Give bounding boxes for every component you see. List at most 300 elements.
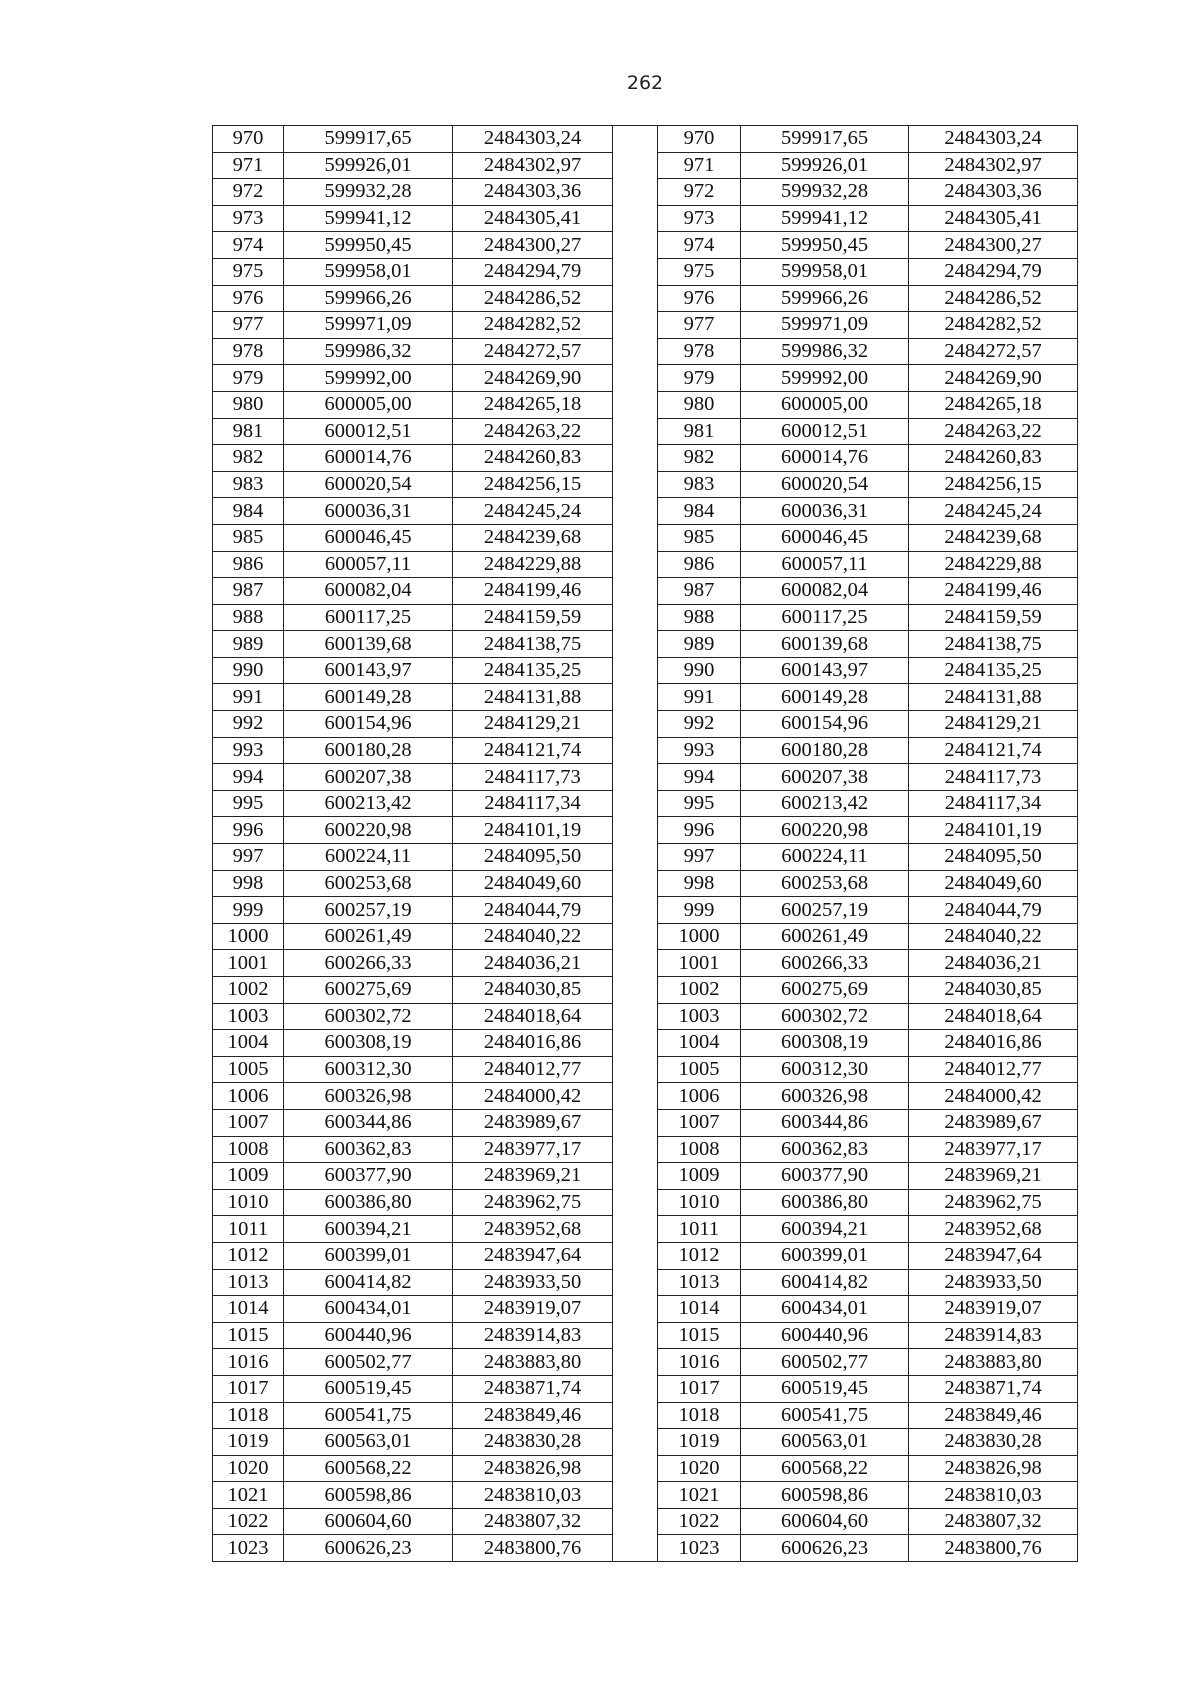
right-point-number-cell: 1022 [658, 1508, 741, 1535]
table-row [213, 1003, 1078, 1030]
left-x-coordinate-cell: 600434,01 [284, 1296, 453, 1323]
left-y-coordinate-cell: 2483800,76 [453, 1535, 613, 1562]
left-point-number-cell: 973 [213, 205, 284, 232]
right-y-coordinate-cell: 2483952,68 [909, 1216, 1078, 1243]
right-point-number-cell: 985 [658, 524, 741, 551]
table-row [213, 126, 1078, 153]
left-point-number-cell: 987 [213, 578, 284, 605]
left-y-coordinate-cell: 2484016,86 [453, 1030, 613, 1057]
left-x-coordinate-cell: 600020,54 [284, 471, 453, 498]
left-x-coordinate-cell: 600302,72 [284, 1003, 453, 1030]
right-y-coordinate-cell: 2483962,75 [909, 1189, 1078, 1216]
left-point-number-cell: 971 [213, 152, 284, 179]
table-row [213, 1296, 1078, 1323]
left-x-coordinate-cell: 599971,09 [284, 312, 453, 339]
table-row [213, 844, 1078, 871]
separator-cell [613, 418, 658, 445]
separator-cell [613, 445, 658, 472]
right-point-number-cell: 997 [658, 844, 741, 871]
right-y-coordinate-cell: 2484131,88 [909, 684, 1078, 711]
right-y-coordinate-cell: 2483807,32 [909, 1508, 1078, 1535]
right-x-coordinate-cell: 599966,26 [741, 285, 909, 312]
table-row [213, 1508, 1078, 1535]
left-x-coordinate-cell: 600154,96 [284, 711, 453, 738]
separator-cell [613, 1269, 658, 1296]
left-x-coordinate-cell: 600386,80 [284, 1189, 453, 1216]
table-row [213, 524, 1078, 551]
separator-cell [613, 711, 658, 738]
left-y-coordinate-cell: 2483969,21 [453, 1163, 613, 1190]
left-x-coordinate-cell: 600344,86 [284, 1109, 453, 1136]
right-y-coordinate-cell: 2484129,21 [909, 711, 1078, 738]
table-row [213, 418, 1078, 445]
left-x-coordinate-cell: 599926,01 [284, 152, 453, 179]
right-y-coordinate-cell: 2484101,19 [909, 817, 1078, 844]
left-point-number-cell: 1003 [213, 1003, 284, 1030]
table-row [213, 1429, 1078, 1456]
right-point-number-cell: 981 [658, 418, 741, 445]
left-x-coordinate-cell: 599992,00 [284, 365, 453, 392]
table-row [213, 870, 1078, 897]
left-point-number-cell: 1014 [213, 1296, 284, 1323]
right-point-number-cell: 974 [658, 232, 741, 259]
right-point-number-cell: 984 [658, 498, 741, 525]
left-y-coordinate-cell: 2484030,85 [453, 977, 613, 1004]
right-y-coordinate-cell: 2483810,03 [909, 1482, 1078, 1509]
separator-cell [613, 604, 658, 631]
left-y-coordinate-cell: 2484138,75 [453, 631, 613, 658]
right-x-coordinate-cell: 600541,75 [741, 1402, 909, 1429]
table-row [213, 205, 1078, 232]
left-point-number-cell: 986 [213, 551, 284, 578]
right-x-coordinate-cell: 599971,09 [741, 312, 909, 339]
right-point-number-cell: 986 [658, 551, 741, 578]
right-x-coordinate-cell: 600434,01 [741, 1296, 909, 1323]
separator-cell [613, 870, 658, 897]
right-point-number-cell: 978 [658, 338, 741, 365]
right-y-coordinate-cell: 2484260,83 [909, 445, 1078, 472]
right-point-number-cell: 976 [658, 285, 741, 312]
table-row [213, 1189, 1078, 1216]
left-y-coordinate-cell: 2484036,21 [453, 950, 613, 977]
table-row [213, 258, 1078, 285]
left-y-coordinate-cell: 2484101,19 [453, 817, 613, 844]
left-point-number-cell: 995 [213, 790, 284, 817]
right-point-number-cell: 1019 [658, 1429, 741, 1456]
left-x-coordinate-cell: 600275,69 [284, 977, 453, 1004]
right-x-coordinate-cell: 600386,80 [741, 1189, 909, 1216]
left-point-number-cell: 1022 [213, 1508, 284, 1535]
table-row [213, 923, 1078, 950]
left-y-coordinate-cell: 2483871,74 [453, 1375, 613, 1402]
left-point-number-cell: 1005 [213, 1056, 284, 1083]
right-point-number-cell: 987 [658, 578, 741, 605]
table-row [213, 711, 1078, 738]
right-y-coordinate-cell: 2484272,57 [909, 338, 1078, 365]
left-x-coordinate-cell: 600266,33 [284, 950, 453, 977]
left-point-number-cell: 1004 [213, 1030, 284, 1057]
table-row [213, 790, 1078, 817]
right-y-coordinate-cell: 2484036,21 [909, 950, 1078, 977]
right-y-coordinate-cell: 2484135,25 [909, 657, 1078, 684]
separator-cell [613, 631, 658, 658]
left-x-coordinate-cell: 600220,98 [284, 817, 453, 844]
left-point-number-cell: 1019 [213, 1429, 284, 1456]
right-x-coordinate-cell: 600012,51 [741, 418, 909, 445]
right-point-number-cell: 995 [658, 790, 741, 817]
right-y-coordinate-cell: 2483826,98 [909, 1455, 1078, 1482]
left-point-number-cell: 974 [213, 232, 284, 259]
right-y-coordinate-cell: 2484300,27 [909, 232, 1078, 259]
left-point-number-cell: 985 [213, 524, 284, 551]
right-y-coordinate-cell: 2484095,50 [909, 844, 1078, 871]
left-y-coordinate-cell: 2484117,34 [453, 790, 613, 817]
right-x-coordinate-cell: 600149,28 [741, 684, 909, 711]
left-x-coordinate-cell: 600399,01 [284, 1242, 453, 1269]
right-x-coordinate-cell: 599917,65 [741, 126, 909, 153]
right-x-coordinate-cell: 600224,11 [741, 844, 909, 871]
left-x-coordinate-cell: 600139,68 [284, 631, 453, 658]
left-x-coordinate-cell: 600207,38 [284, 764, 453, 791]
table-row [213, 338, 1078, 365]
left-y-coordinate-cell: 2484049,60 [453, 870, 613, 897]
left-y-coordinate-cell: 2484282,52 [453, 312, 613, 339]
left-x-coordinate-cell: 600604,60 [284, 1508, 453, 1535]
separator-cell [613, 1216, 658, 1243]
right-y-coordinate-cell: 2483933,50 [909, 1269, 1078, 1296]
table-row [213, 737, 1078, 764]
left-x-coordinate-cell: 600014,76 [284, 445, 453, 472]
table-row [213, 1163, 1078, 1190]
right-x-coordinate-cell: 600220,98 [741, 817, 909, 844]
table-row [213, 817, 1078, 844]
right-point-number-cell: 992 [658, 711, 741, 738]
left-x-coordinate-cell: 600598,86 [284, 1482, 453, 1509]
left-point-number-cell: 1011 [213, 1216, 284, 1243]
right-x-coordinate-cell: 600213,42 [741, 790, 909, 817]
right-y-coordinate-cell: 2484305,41 [909, 205, 1078, 232]
right-y-coordinate-cell: 2483977,17 [909, 1136, 1078, 1163]
left-point-number-cell: 988 [213, 604, 284, 631]
left-x-coordinate-cell: 600143,97 [284, 657, 453, 684]
left-y-coordinate-cell: 2484263,22 [453, 418, 613, 445]
left-point-number-cell: 994 [213, 764, 284, 791]
right-point-number-cell: 1020 [658, 1455, 741, 1482]
right-point-number-cell: 994 [658, 764, 741, 791]
separator-cell [613, 258, 658, 285]
right-x-coordinate-cell: 599932,28 [741, 179, 909, 206]
separator-cell [613, 1349, 658, 1376]
right-y-coordinate-cell: 2484040,22 [909, 923, 1078, 950]
separator-cell [613, 977, 658, 1004]
separator-cell [613, 285, 658, 312]
table-row [213, 1030, 1078, 1057]
left-point-number-cell: 999 [213, 897, 284, 924]
table-row [213, 684, 1078, 711]
separator-cell [613, 1375, 658, 1402]
right-x-coordinate-cell: 600275,69 [741, 977, 909, 1004]
right-y-coordinate-cell: 2484245,24 [909, 498, 1078, 525]
left-point-number-cell: 1002 [213, 977, 284, 1004]
right-x-coordinate-cell: 599986,32 [741, 338, 909, 365]
left-y-coordinate-cell: 2484265,18 [453, 391, 613, 418]
left-y-coordinate-cell: 2484135,25 [453, 657, 613, 684]
left-y-coordinate-cell: 2484199,46 [453, 578, 613, 605]
left-point-number-cell: 993 [213, 737, 284, 764]
left-x-coordinate-cell: 599950,45 [284, 232, 453, 259]
left-point-number-cell: 984 [213, 498, 284, 525]
left-x-coordinate-cell: 600117,25 [284, 604, 453, 631]
table-row [213, 604, 1078, 631]
left-y-coordinate-cell: 2483810,03 [453, 1482, 613, 1509]
left-point-number-cell: 1018 [213, 1402, 284, 1429]
table-row [213, 1109, 1078, 1136]
table-row [213, 1349, 1078, 1376]
table-row [213, 365, 1078, 392]
right-x-coordinate-cell: 600020,54 [741, 471, 909, 498]
right-x-coordinate-cell: 600180,28 [741, 737, 909, 764]
separator-cell [613, 817, 658, 844]
left-point-number-cell: 1015 [213, 1322, 284, 1349]
separator-cell [613, 923, 658, 950]
right-x-coordinate-cell: 600139,68 [741, 631, 909, 658]
left-point-number-cell: 1009 [213, 1163, 284, 1190]
table-row [213, 897, 1078, 924]
left-x-coordinate-cell: 600253,68 [284, 870, 453, 897]
separator-cell [613, 551, 658, 578]
left-x-coordinate-cell: 600626,23 [284, 1535, 453, 1562]
left-point-number-cell: 991 [213, 684, 284, 711]
right-point-number-cell: 1016 [658, 1349, 741, 1376]
left-y-coordinate-cell: 2484269,90 [453, 365, 613, 392]
separator-cell [613, 338, 658, 365]
right-point-number-cell: 1011 [658, 1216, 741, 1243]
coordinates-table-body [213, 126, 1078, 1562]
right-point-number-cell: 988 [658, 604, 741, 631]
right-y-coordinate-cell: 2484263,22 [909, 418, 1078, 445]
left-point-number-cell: 972 [213, 179, 284, 206]
right-x-coordinate-cell: 600414,82 [741, 1269, 909, 1296]
right-y-coordinate-cell: 2484121,74 [909, 737, 1078, 764]
left-x-coordinate-cell: 600082,04 [284, 578, 453, 605]
separator-cell [613, 126, 658, 153]
left-y-coordinate-cell: 2484044,79 [453, 897, 613, 924]
left-x-coordinate-cell: 600036,31 [284, 498, 453, 525]
left-x-coordinate-cell: 599917,65 [284, 126, 453, 153]
left-x-coordinate-cell: 600440,96 [284, 1322, 453, 1349]
left-point-number-cell: 997 [213, 844, 284, 871]
left-x-coordinate-cell: 600312,30 [284, 1056, 453, 1083]
left-x-coordinate-cell: 600377,90 [284, 1163, 453, 1190]
right-x-coordinate-cell: 600394,21 [741, 1216, 909, 1243]
right-x-coordinate-cell: 600057,11 [741, 551, 909, 578]
left-y-coordinate-cell: 2483830,28 [453, 1429, 613, 1456]
left-y-coordinate-cell: 2484294,79 [453, 258, 613, 285]
left-y-coordinate-cell: 2484256,15 [453, 471, 613, 498]
left-y-coordinate-cell: 2484303,24 [453, 126, 613, 153]
right-point-number-cell: 990 [658, 657, 741, 684]
right-y-coordinate-cell: 2484303,36 [909, 179, 1078, 206]
table-row [213, 1375, 1078, 1402]
right-x-coordinate-cell: 600502,77 [741, 1349, 909, 1376]
left-y-coordinate-cell: 2484260,83 [453, 445, 613, 472]
right-point-number-cell: 971 [658, 152, 741, 179]
right-y-coordinate-cell: 2484282,52 [909, 312, 1078, 339]
right-point-number-cell: 996 [658, 817, 741, 844]
right-y-coordinate-cell: 2484138,75 [909, 631, 1078, 658]
right-x-coordinate-cell: 600143,97 [741, 657, 909, 684]
right-x-coordinate-cell: 600046,45 [741, 524, 909, 551]
left-y-coordinate-cell: 2484129,21 [453, 711, 613, 738]
left-x-coordinate-cell: 600519,45 [284, 1375, 453, 1402]
right-point-number-cell: 1015 [658, 1322, 741, 1349]
table-row [213, 471, 1078, 498]
right-y-coordinate-cell: 2483969,21 [909, 1163, 1078, 1190]
right-y-coordinate-cell: 2484117,34 [909, 790, 1078, 817]
left-y-coordinate-cell: 2483989,67 [453, 1109, 613, 1136]
right-x-coordinate-cell: 600604,60 [741, 1508, 909, 1535]
separator-cell [613, 897, 658, 924]
left-y-coordinate-cell: 2483962,75 [453, 1189, 613, 1216]
left-point-number-cell: 1008 [213, 1136, 284, 1163]
right-y-coordinate-cell: 2483830,28 [909, 1429, 1078, 1456]
left-y-coordinate-cell: 2483883,80 [453, 1349, 613, 1376]
left-y-coordinate-cell: 2484117,73 [453, 764, 613, 791]
left-point-number-cell: 996 [213, 817, 284, 844]
left-point-number-cell: 1017 [213, 1375, 284, 1402]
right-point-number-cell: 977 [658, 312, 741, 339]
right-x-coordinate-cell: 600082,04 [741, 578, 909, 605]
left-point-number-cell: 977 [213, 312, 284, 339]
table-row [213, 977, 1078, 1004]
left-y-coordinate-cell: 2484300,27 [453, 232, 613, 259]
right-x-coordinate-cell: 600519,45 [741, 1375, 909, 1402]
left-x-coordinate-cell: 600005,00 [284, 391, 453, 418]
left-point-number-cell: 979 [213, 365, 284, 392]
left-y-coordinate-cell: 2484159,59 [453, 604, 613, 631]
right-point-number-cell: 1017 [658, 1375, 741, 1402]
right-point-number-cell: 1010 [658, 1189, 741, 1216]
right-x-coordinate-cell: 599958,01 [741, 258, 909, 285]
left-x-coordinate-cell: 600414,82 [284, 1269, 453, 1296]
separator-cell [613, 790, 658, 817]
right-x-coordinate-cell: 600326,98 [741, 1083, 909, 1110]
separator-cell [613, 1455, 658, 1482]
right-y-coordinate-cell: 2484018,64 [909, 1003, 1078, 1030]
separator-cell [613, 365, 658, 392]
separator-cell [613, 1508, 658, 1535]
table-row [213, 312, 1078, 339]
left-y-coordinate-cell: 2484302,97 [453, 152, 613, 179]
left-point-number-cell: 981 [213, 418, 284, 445]
table-row [213, 1402, 1078, 1429]
right-x-coordinate-cell: 599926,01 [741, 152, 909, 179]
table-row [213, 1056, 1078, 1083]
table-row [213, 445, 1078, 472]
right-y-coordinate-cell: 2484286,52 [909, 285, 1078, 312]
separator-cell [613, 524, 658, 551]
right-x-coordinate-cell: 600005,00 [741, 391, 909, 418]
left-point-number-cell: 975 [213, 258, 284, 285]
right-point-number-cell: 1018 [658, 1402, 741, 1429]
right-point-number-cell: 983 [658, 471, 741, 498]
right-point-number-cell: 989 [658, 631, 741, 658]
right-point-number-cell: 970 [658, 126, 741, 153]
right-x-coordinate-cell: 600036,31 [741, 498, 909, 525]
left-point-number-cell: 978 [213, 338, 284, 365]
left-y-coordinate-cell: 2484131,88 [453, 684, 613, 711]
table-row [213, 1482, 1078, 1509]
right-x-coordinate-cell: 600598,86 [741, 1482, 909, 1509]
right-x-coordinate-cell: 600257,19 [741, 897, 909, 924]
right-point-number-cell: 1004 [658, 1030, 741, 1057]
separator-cell [613, 1189, 658, 1216]
left-x-coordinate-cell: 600394,21 [284, 1216, 453, 1243]
right-y-coordinate-cell: 2483989,67 [909, 1109, 1078, 1136]
right-x-coordinate-cell: 600261,49 [741, 923, 909, 950]
right-y-coordinate-cell: 2484030,85 [909, 977, 1078, 1004]
left-x-coordinate-cell: 599932,28 [284, 179, 453, 206]
right-point-number-cell: 999 [658, 897, 741, 924]
separator-cell [613, 950, 658, 977]
right-y-coordinate-cell: 2484256,15 [909, 471, 1078, 498]
left-point-number-cell: 1013 [213, 1269, 284, 1296]
left-x-coordinate-cell: 600563,01 [284, 1429, 453, 1456]
left-point-number-cell: 976 [213, 285, 284, 312]
right-y-coordinate-cell: 2484117,73 [909, 764, 1078, 791]
left-point-number-cell: 1012 [213, 1242, 284, 1269]
left-y-coordinate-cell: 2483947,64 [453, 1242, 613, 1269]
left-x-coordinate-cell: 600326,98 [284, 1083, 453, 1110]
right-point-number-cell: 980 [658, 391, 741, 418]
right-y-coordinate-cell: 2484049,60 [909, 870, 1078, 897]
left-x-coordinate-cell: 600362,83 [284, 1136, 453, 1163]
right-y-coordinate-cell: 2483871,74 [909, 1375, 1078, 1402]
left-y-coordinate-cell: 2484095,50 [453, 844, 613, 871]
right-x-coordinate-cell: 599992,00 [741, 365, 909, 392]
table-row [213, 1535, 1078, 1562]
table-row [213, 179, 1078, 206]
separator-cell [613, 1242, 658, 1269]
left-y-coordinate-cell: 2483826,98 [453, 1455, 613, 1482]
separator-cell [613, 844, 658, 871]
separator-cell [613, 152, 658, 179]
separator-cell [613, 764, 658, 791]
right-x-coordinate-cell: 600312,30 [741, 1056, 909, 1083]
right-y-coordinate-cell: 2484265,18 [909, 391, 1078, 418]
left-y-coordinate-cell: 2484121,74 [453, 737, 613, 764]
right-x-coordinate-cell: 600377,90 [741, 1163, 909, 1190]
table-row [213, 1455, 1078, 1482]
right-point-number-cell: 991 [658, 684, 741, 711]
left-x-coordinate-cell: 600149,28 [284, 684, 453, 711]
left-point-number-cell: 1016 [213, 1349, 284, 1376]
separator-cell [613, 1030, 658, 1057]
left-point-number-cell: 998 [213, 870, 284, 897]
right-y-coordinate-cell: 2483883,80 [909, 1349, 1078, 1376]
table-row [213, 1242, 1078, 1269]
separator-cell [613, 471, 658, 498]
right-point-number-cell: 1005 [658, 1056, 741, 1083]
right-point-number-cell: 1009 [658, 1163, 741, 1190]
right-y-coordinate-cell: 2484269,90 [909, 365, 1078, 392]
left-point-number-cell: 982 [213, 445, 284, 472]
separator-cell [613, 684, 658, 711]
table-row [213, 498, 1078, 525]
left-point-number-cell: 1006 [213, 1083, 284, 1110]
left-point-number-cell: 990 [213, 657, 284, 684]
separator-cell [613, 1083, 658, 1110]
